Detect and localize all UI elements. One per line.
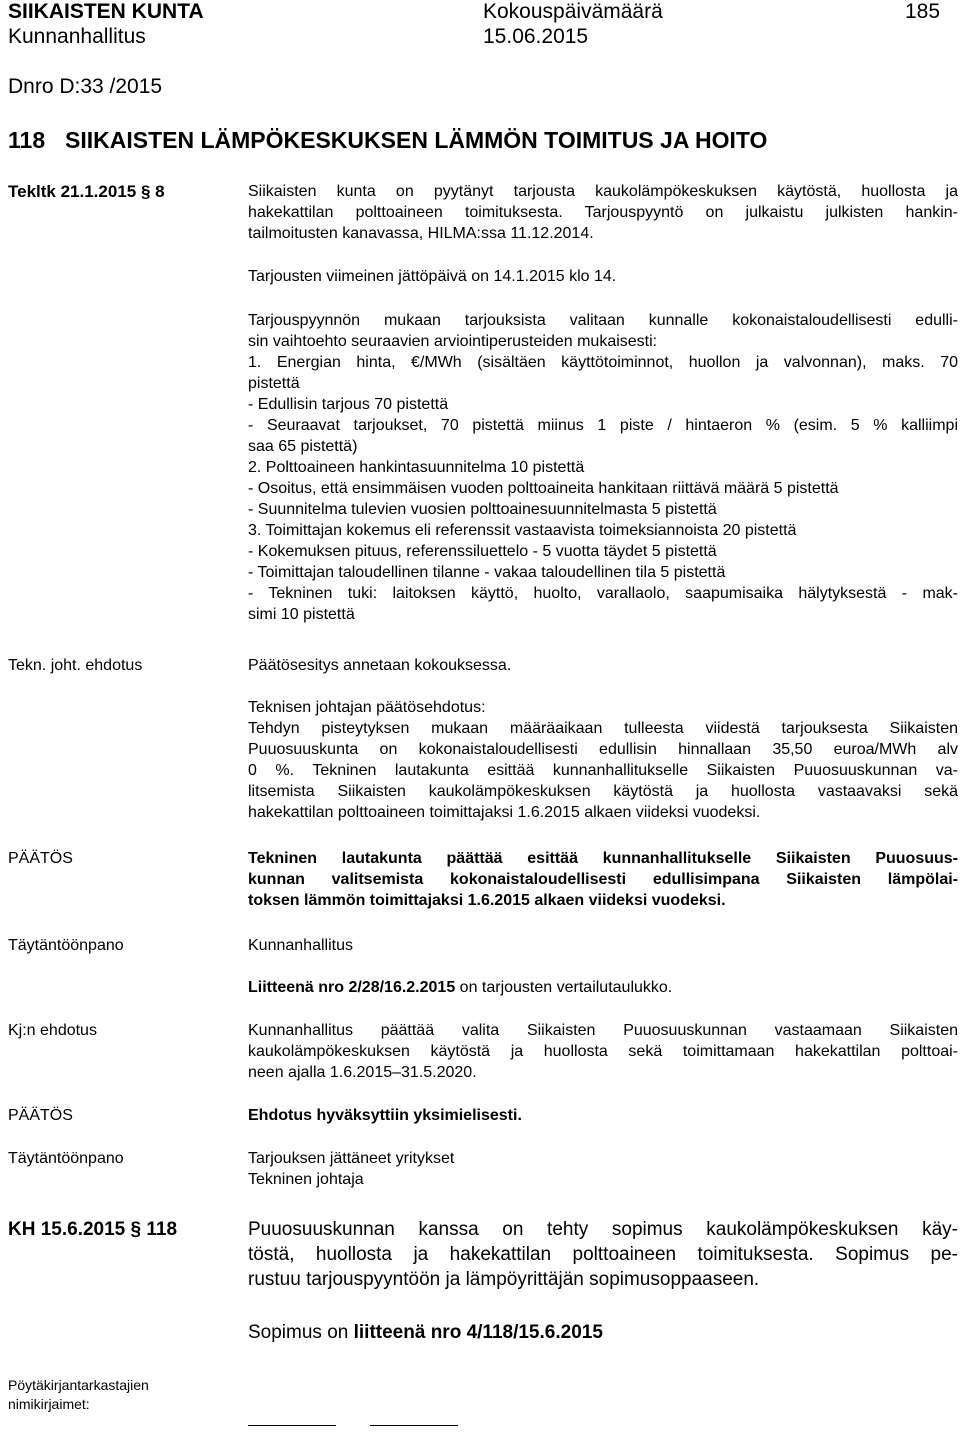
criteria-line: - Kokemuksen pituus, referenssiluettelo - 5 vuotta täydet 5 pistettä bbox=[248, 543, 717, 560]
intro-paragraph bbox=[248, 181, 958, 244]
paatos-label: PÄÄTÖS bbox=[8, 1107, 73, 1124]
body-name: Kunnanhallitus bbox=[8, 25, 146, 48]
kj-line: neen ajalla 1.6.2015–31.5.2020. bbox=[248, 1064, 477, 1081]
criteria-line: 2. Polttoaineen hankintasuunnitelma 10 pistettä bbox=[248, 459, 585, 476]
tj-line: hakekattilan polttoaineen toimittajaksi 1.6.2015 alkaen viideksi vuodeksi. bbox=[248, 804, 761, 821]
signature-line bbox=[370, 1425, 458, 1426]
decision-line: toksen lämmön toimittajaksi 1.6.2015 alkaen viideksi vuodeksi. bbox=[248, 892, 726, 909]
recipient: Tarjouksen jättäneet yritykset bbox=[248, 1150, 455, 1167]
attachment-ref: Liitteenä nro 2/28/16.2.2015 bbox=[248, 979, 456, 996]
kh-line: töstä, huollosta ja hakekattilan polttoaineen toimituksesta. Sopimus pe- bbox=[248, 1244, 958, 1265]
page-number: 185 bbox=[905, 0, 941, 23]
intro-line: hakekattilan polttoaineen toimituksesta. Tarjouspyyntö on julkaistu julkisten hankin- bbox=[248, 204, 958, 221]
decision-line: kunnan valitsemista kokonaistaloudellisesti edullisimpana Siikaisten lämpölai- bbox=[248, 871, 958, 888]
dnro: Dnro D:33 /2015 bbox=[8, 75, 163, 98]
intro-line: Siikaisten kunta on pyytänyt tarjousta kaukolämpökeskuksen käytöstä, huollosta ja bbox=[248, 183, 958, 200]
intro-line: tailmoitusten kanavassa, HILMA:ssa 11.12.2014. bbox=[248, 225, 594, 242]
criteria-line: 3. Toimittajan kokemus eli referenssit vastaavista toimeksiannoista 20 pistettä bbox=[248, 522, 797, 539]
kh-line: rustuu tarjouspyyntöön ja lämpöyrittäjän sopimusoppaaseen. bbox=[248, 1269, 760, 1290]
tj-line: 0 %. Tekninen lautakunta esittää kunnanhallitukselle Siikaisten Puuosuuskunnan va- bbox=[248, 762, 958, 779]
recipient: Tekninen johtaja bbox=[248, 1171, 364, 1188]
criteria-line: - Seuraavat tarjoukset, 70 pistettä miinus 1 piste / hintaeron % (esim. 5 % kalliimpi bbox=[248, 417, 958, 434]
criteria-line: simi 10 pistettä bbox=[248, 606, 355, 623]
paatos-label: PÄÄTÖS bbox=[8, 850, 73, 867]
criteria-line: - Toimittajan taloudellinen tilanne - vakaa taloudellinen tila 5 pistettä bbox=[248, 564, 726, 581]
footer-line: nimikirjaimet: bbox=[8, 1396, 90, 1412]
taytantoonpano-recipients bbox=[248, 1148, 958, 1190]
kh-label: KH 15.6.2015 § 118 bbox=[8, 1219, 178, 1240]
tekn-joht-label: Tekn. joht. ehdotus bbox=[8, 657, 143, 674]
kj-line: Kunnanhallitus päättää valita Siikaisten Puuosuuskunnan vastaamaan Siikaisten bbox=[248, 1022, 958, 1039]
meeting-date: 15.06.2015 bbox=[483, 25, 589, 48]
taytantoonpano-text: Kunnanhallitus bbox=[248, 937, 353, 954]
criteria-line: - Edullisin tarjous 70 pistettä bbox=[248, 396, 449, 413]
kh-text bbox=[248, 1217, 958, 1292]
footer-line: Pöytäkirjantarkastajien bbox=[8, 1377, 149, 1393]
paatos-decision bbox=[248, 848, 958, 911]
kj-proposal bbox=[248, 1020, 958, 1083]
signature-line bbox=[248, 1425, 336, 1426]
kj-label: Kj:n ehdotus bbox=[8, 1022, 97, 1039]
decision-line: Tekninen lautakunta päättää esittää kunnanhallitukselle Siikaisten Puuosuus- bbox=[248, 850, 958, 867]
criteria-line: - Tekninen tuki: laitoksen käyttö, huolto, varallaolo, saapumisaika hälytyksestä - mak- bbox=[248, 585, 958, 602]
criteria-line: - Osoitus, että ensimmäisen vuoden polttoaineita hankitaan riittävä määrä 5 pistettä bbox=[248, 480, 839, 497]
tekn-joht-text: Päätösesitys annetaan kokouksessa. bbox=[248, 657, 512, 674]
criteria-block bbox=[248, 310, 958, 625]
criteria-line: saa 65 pistettä) bbox=[248, 438, 358, 455]
criteria-line: - Suunnitelma tulevien vuosien polttoainesuunnitelmasta 5 pistettä bbox=[248, 501, 717, 518]
criteria-line: Tarjouspyynnön mukaan tarjouksista valitaan kunnalle kokonaistaloudellisesti edulli- bbox=[248, 312, 958, 329]
tj-proposal bbox=[248, 697, 958, 823]
kj-line: kaukolämpökeskuksen käytöstä ja huollosta sekä toimittamaan hakekattilan polttoai- bbox=[248, 1043, 958, 1060]
criteria-line: pistettä bbox=[248, 375, 300, 392]
criteria-line: sin vaihtoehto seuraavien arviointiperusteiden mukaisesti: bbox=[248, 333, 658, 350]
deadline-text: Tarjousten viimeinen jättöpäivä on 14.1.2015 klo 14. bbox=[248, 268, 617, 285]
item-title: SIIKAISTEN LÄMPÖKESKUKSEN LÄMMÖN TOIMITUS JA HOITO bbox=[65, 127, 768, 153]
municipality-name: SIIKAISTEN KUNTA bbox=[8, 0, 204, 23]
taytantoonpano-label: Täytäntöönpano bbox=[8, 1150, 124, 1167]
tj-heading: Teknisen johtajan päätösehdotus: bbox=[248, 699, 486, 716]
contract-prefix: Sopimus on bbox=[248, 1322, 354, 1343]
taytantoonpano-label: Täytäntöönpano bbox=[8, 937, 124, 954]
contract-attachment bbox=[248, 1320, 958, 1345]
kh-line: Puuosuuskunnan kanssa on tehty sopimus kaukolämpökeskuksen käy- bbox=[248, 1219, 958, 1240]
footer-initials-label bbox=[8, 1376, 149, 1414]
tj-line: Puuosuuskunta on kokonaistaloudellisesti edullisin hinnallaan 35,50 euroa/MWh alv bbox=[248, 741, 958, 758]
tj-line: Tehdyn pisteytyksen mukaan määräaikaan tulleesta viidestä tarjouksesta Siikaisten bbox=[248, 720, 958, 737]
paatos-decision: Ehdotus hyväksyttiin yksimielisesti. bbox=[248, 1107, 522, 1124]
attachment-note bbox=[248, 977, 958, 998]
attachment-desc: on tarjousten vertailutaulukko. bbox=[455, 979, 673, 996]
tekltk-label: Tekltk 21.1.2015 § 8 bbox=[8, 182, 165, 201]
tj-line: litsemista Siikaisten kaukolämpökeskuksen käytöstä ja huollosta vastaavaksi sekä bbox=[248, 783, 958, 800]
criteria-line: 1. Energian hinta, €/MWh (sisältäen käyttötoiminnot, huollon ja valvonnan), maks. 70 bbox=[248, 354, 958, 371]
item-number: 118 bbox=[8, 127, 46, 153]
contract-ref: liitteenä nro 4/118/15.6.2015 bbox=[353, 1322, 603, 1343]
meeting-date-label: Kokouspäivämäärä bbox=[483, 0, 663, 23]
